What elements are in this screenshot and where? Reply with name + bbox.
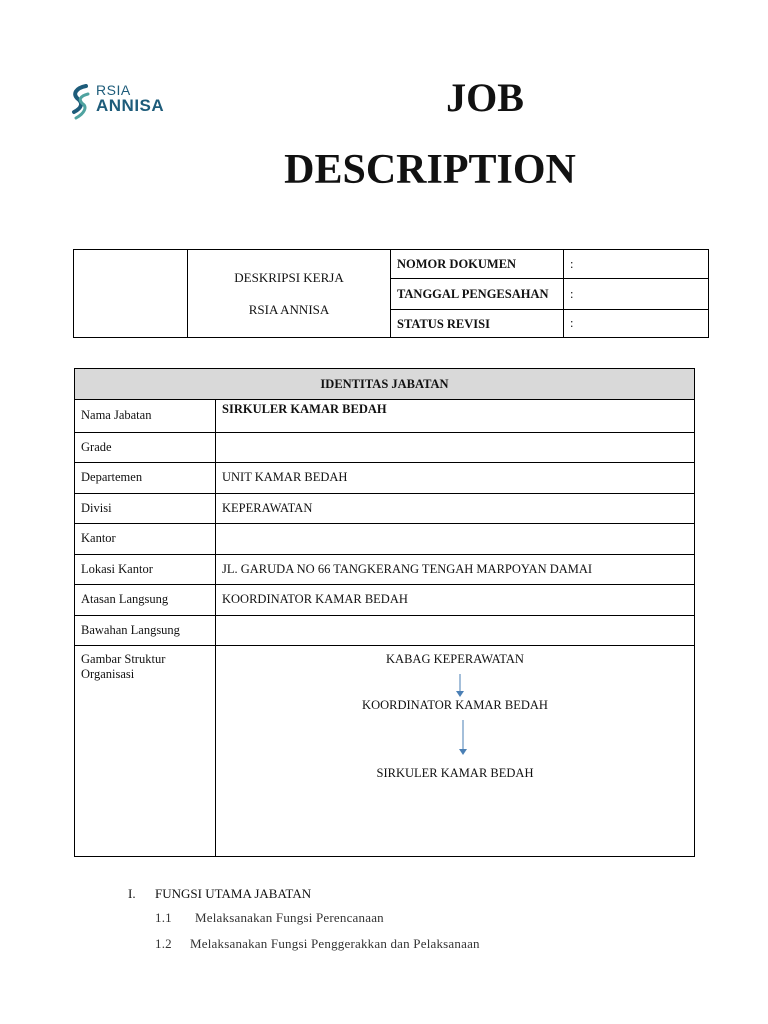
org-arrow-icon xyxy=(458,720,468,756)
item-number: 1.2 xyxy=(155,936,172,951)
doc-number-value: : xyxy=(564,250,709,279)
office-location-value: JL. GARUDA NO 66 TANGKERANG TENGAH MARPOYAN DAMAI xyxy=(216,554,695,585)
revision-status-label: STATUS REVISI xyxy=(391,310,564,338)
org-node-1: KABAG KEPERAWATAN xyxy=(386,652,524,666)
section-title: FUNGSI UTAMA JABATAN xyxy=(155,886,312,901)
identity-heading: IDENTITAS JABATAN xyxy=(75,369,695,400)
org-node-3: SIRKULER KAMAR BEDAH xyxy=(376,766,534,780)
approval-date-value: : xyxy=(564,279,709,310)
logo-text-small: RSIA xyxy=(96,82,131,98)
org-structure-cell xyxy=(216,646,695,857)
direct-supervisor-label: Atasan Langsung xyxy=(75,585,216,616)
doc-number-label: NOMOR DOKUMEN xyxy=(391,250,564,279)
division-value: KEPERAWATAN xyxy=(216,493,695,524)
doc-description-line-1: DESKRIPSI KERJA xyxy=(234,269,344,285)
office-value xyxy=(216,524,695,555)
doc-description-line-2: RSIA ANNISA xyxy=(248,301,330,317)
item-text: Melaksanakan Fungsi Penggerakkan dan Pelaksanaan xyxy=(190,936,480,951)
position-identity-table xyxy=(74,368,695,857)
org-structure-label: Gambar Struktur Organisasi xyxy=(75,646,216,857)
direct-subordinate-value xyxy=(216,615,695,646)
department-value: UNIT KAMAR BEDAH xyxy=(216,463,695,494)
item-number: 1.1 xyxy=(155,910,172,925)
org-node-2: KOORDINATOR KAMAR BEDAH xyxy=(362,698,548,712)
document-header-table xyxy=(73,249,709,338)
revision-status-value: : xyxy=(564,310,709,338)
title-line-2: DESCRIPTION xyxy=(284,147,576,193)
section-number: I. xyxy=(128,886,136,901)
direct-subordinate-label: Bawahan Langsung xyxy=(75,615,216,646)
division-label: Divisi xyxy=(75,493,216,524)
office-location-label: Lokasi Kantor xyxy=(75,554,216,585)
department-label: Departemen xyxy=(75,463,216,494)
org-arrow-icon xyxy=(455,674,465,698)
position-name-value: SIRKULER KAMAR BEDAH xyxy=(216,400,695,433)
grade-value xyxy=(216,432,695,463)
doc-description-cell xyxy=(188,250,391,338)
blank-logo-cell xyxy=(74,250,188,338)
office-label: Kantor xyxy=(75,524,216,555)
approval-date-label: TANGGAL PENGESAHAN xyxy=(391,279,564,310)
logo-text-big: ANNISA xyxy=(96,96,165,115)
position-name-label: Nama Jabatan xyxy=(75,400,216,433)
direct-supervisor-value: KOORDINATOR KAMAR BEDAH xyxy=(216,585,695,616)
title-line-1: JOB xyxy=(446,75,524,120)
item-text: Melaksanakan Fungsi Perencanaan xyxy=(195,910,384,925)
grade-label: Grade xyxy=(75,432,216,463)
